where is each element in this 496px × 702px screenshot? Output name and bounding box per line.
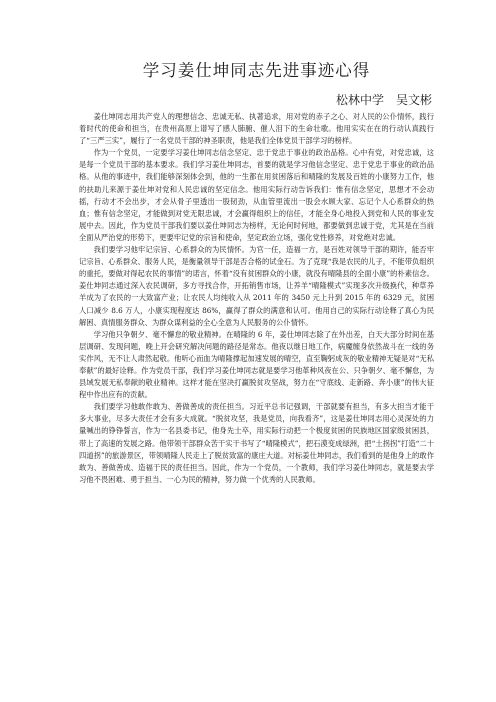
document-title: 学习姜仕坤同志先进事迹心得 bbox=[142, 61, 371, 80]
author-byline: 松林中学 吴文彬 bbox=[335, 93, 432, 107]
paragraph-dedication: 学习他只争朝夕、毫不懈怠的敬业精神。在晴隆的 6 年，姜仕坤同志除了在外出差，白天大部分时间在基层调研、发现问题，晚上开会研究解决问题的路径是常态。他夜以继日地工作，病魔缠身依然战斗在一线的务实作风，无不让人肃然起敬。他听心而血为晴隆撑起加速发展的晴空，直至鞠躬成灰的敬业精神无疑是对“无私奉献”的最好诠释。作为党员干部，我们学习姜仕坤同志就是要学习他革种风夜在公、只争朝夕、毫不懈怠，为县域发展无私奉献的敬业精神。这样才能在坚决打赢脱贫攻坚战，努力在“守底线、走新路、奔小康”的伟大征程中作出应有的贡献。 bbox=[79, 329, 434, 400]
document-body bbox=[79, 111, 434, 486]
paragraph-intro: 姜仕坤同志用共产党人的理想信念、忠诚无私、执著追求，用对党的赤子之心、对人民的公仆情怀，践行着时代的使命和担当，在贵州高原上谱写了感人肺腑、催人泪下的生命壮歌。他用实实在在的行动认真践行了“三严三实”，履行了一名党员干部的神圣职责，他是我们全体党员干部学习的榜样。 bbox=[79, 112, 434, 146]
paragraph-serving-people: 我们要学习他牢记宗旨、心系群众的为民情怀。为官一任，造福一方，是百姓对领导干部的期许，能否牢记宗旨、心系群众、服务人民，是衡量领导干部是否合格的试金石。为了克现“我是农民的儿子，不能带负组织的重托，要做对得起农民的事情”的诺言，怀着“没有贫困群众的小康，就没有晴隆县的全面小康”的朴素信念。姜仕坤同志通过深入农民调研，多方寻找合作，开拓销售市场，让养羊“晴隆模式”实现多次升级换代，种草养羊成为了农民的一大致富产业；让农民人均纯收入从 2011 年的 3450 元上升到 2015 年的 6329 元，贫困人口减少 8.6 万人，小康实现程度达 86%，赢得了群众的满意和认可。他用自己的实际行动诠释了真心为民解困、真情服务群众、为群众谋利益的全心全意为人民服务的公仆情怀。 bbox=[79, 245, 434, 327]
paragraph-responsibility: 我们要学习他敢作敢为、善做善成的责任担当。习近平总书记强调，干部就要有担当，有多大担当才能干多大事业，尽多大责任才会有多大成就。“脱贫攻坚，我是党员，向我看齐”，这是姜仕坤同志用心灵深处的力量喊出的铮铮誓言，作为一名县委书记，他身先士卒，用实际行动把一个极度贫困的民族地区国家级贫困县，带上了高速的发展之路。他带领干部群众苦干实干书写了“晴隆模式”，把石漠变成绿洲，把“土拐拐”打造“二十四道拐”的旅游景区，带领晴隆人民走上了脱贫致富的康庄大道。对标姜仕坤同志，我们看到的是他身上的敢作敢为、善做善成、造福于民的责任担当。因此，作为一个党员，一个教师，我们学习姜仕坤同志，就是要去学习他不畏困难、勇于担当、一心为民的精神，努力做一个优秀的人民教师。 bbox=[79, 402, 434, 484]
paragraph-political-quality: 作为一个党员，一定要学习姜仕坤同志信念坚定、忠于党忠于事业的政治品格。心中有党，对党忠诚，这是每一个党员干部的基本要求。我们学习姜仕坤同志，首要的就是学习他信念坚定、忠于党忠于事业的政治品格。从他的事迹中，我们能够深刻体会到，他的一生都在用贫困落后和晴隆的发展及百姓的小康努力工作，他的扶助儿来源于姜仕坤对党和人民忠诚的坚定信念。他用实际行动告诉我们：惟有信念坚定，思想才不会动摇，行动才不会出步，才会从骨子里透出一股韧劲，从血管里流出一股会水顾大家、忘记个人心系群众的热血；惟有信念坚定，才能做到对党无限忠诚，才会赢得组织上的信任，才能全身心地投入到党和人民的事业发展中去。因此，作为党员干部我们要以姜仕坤同志为榜样，无论何时何地，都要做到忠诚于党，尤其是在当前全面从严治党的形势下，更要牢记党的宗旨和使命，坚定政治立场，强化党性修养，对党绝对忠诚。 bbox=[79, 148, 434, 242]
